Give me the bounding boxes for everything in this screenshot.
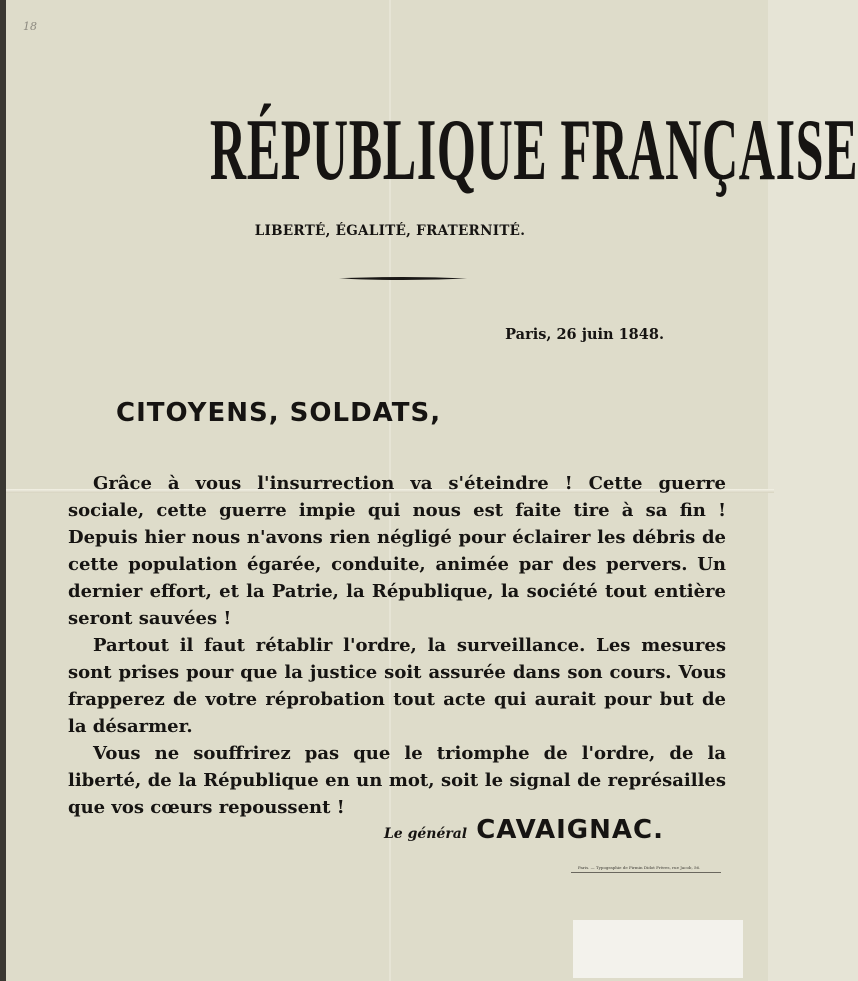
proclamation-body [68,470,726,821]
paragraph-2: Partout il faut rétablir l'ordre, la surveillance. Les mesures sont prises pour que la justice soit assurée dans son cours. Vous frapperez de votre réprobation tout acte qui aurait pour but de la désarmer. [68,635,726,737]
signature-rank: Le général [383,826,468,842]
pencil-annotation: 18 [23,20,37,33]
signature [384,815,664,845]
paper-patch [573,920,743,978]
place-date: Paris, 26 juin 1848. [505,326,664,343]
printer-imprint: Paris. — Typographie de Firmin Didot Frères, rue Jacob, 56. [578,865,701,870]
paragraph-1: Grâce à vous l'insurrection va s'éteindre ! Cette guerre sociale, cette guerre impie qui nous est faite tire à sa fin ! Depuis hier nous n'avons rien négligé pour éclairer les débris de cette population égarée, conduite, animée par des pervers. Un dernier effort, et la Patrie, la République, la société tout entière seront sauvées ! [68,473,726,629]
address-heading: CITOYENS, SOLDATS, [116,398,442,428]
signature-name: CAVAIGNAC. [476,815,664,845]
paragraph-3: Vous ne souffrirez pas que le triomphe de l'ordre, de la liberté, de la République en un mot, soit le signal de représailles que vos cœurs repoussent ! [68,743,726,818]
republic-motto: LIBERTÉ, ÉGALITÉ, FRATERNITÉ. [254,223,526,239]
poster-title: RÉPUBLIQUE FRANÇAISE [209,102,858,199]
ornament-rule-icon [339,276,467,281]
imprint-rule [571,872,721,873]
